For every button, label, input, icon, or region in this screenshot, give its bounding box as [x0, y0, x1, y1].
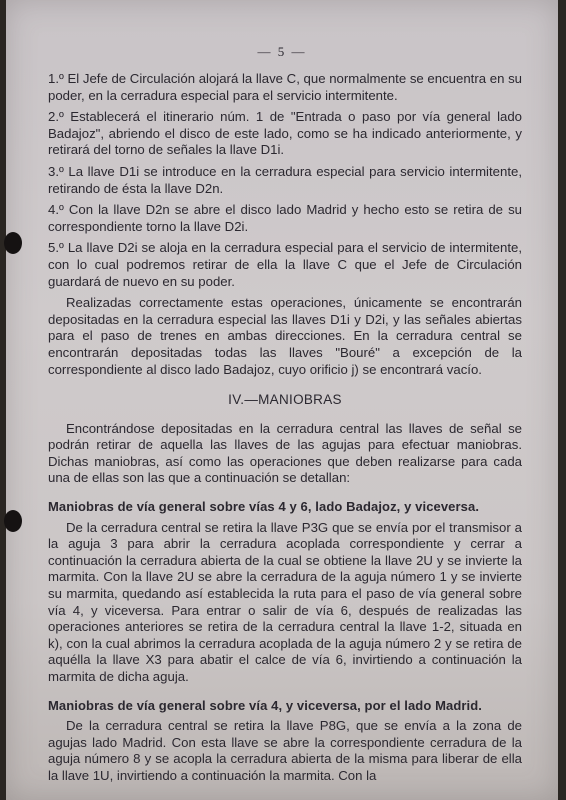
list-item: 2.º Establecerá el itinerario núm. 1 de "Entrada o paso por vía general lado Badajoz", abriendo el disco de este lado, como se ha indicado anteriormente, y retirará del torno de señales la llave D1i.	[48, 109, 522, 158]
section-heading: IV.—MANIOBRAS	[228, 392, 342, 408]
page-number: — 5 —	[257, 44, 307, 59]
document-body	[48, 71, 522, 790]
document-page	[6, 0, 558, 800]
body-paragraph: Encontrándose depositadas en la cerradura central las llaves de señal se podrán retirar de aquella las llaves de las agujas para efectuar maniobras. Dichas maniobras, así como las operaciones que deben realizarse para cada una de ellas son las que a continuación se detallan:	[48, 420, 522, 486]
punch-hole	[4, 232, 22, 254]
punch-hole	[4, 510, 22, 532]
list-item: 4.º Con la llave D2n se abre el disco lado Madrid y hecho esto se retira de su correspondiente torno la llave D2i.	[48, 202, 522, 234]
subsection-heading: Maniobras de vía general sobre vías 4 y 6, lado Badajoz, y viceversa.	[48, 499, 480, 515]
body-paragraph: Realizadas correctamente estas operaciones, únicamente se encontrarán depositadas en la cerradura especial las llaves D1i y D2i, y las señales abiertas para el paso de trenes en ambas direcciones. En la cerradura central se encontrarán depositadas todas las llaves "Bouré" a excepción de la correspondiente al disco lado Badajoz, cuyo orificio j) se encontrará vacío.	[48, 295, 522, 377]
list-item: 5.º La llave D2i se aloja en la cerradura especial para el servicio de intermitente, con lo cual podremos retirar de ella la llave C que el Jefe de Circulación guardará de nuevo en su poder.	[48, 240, 522, 289]
body-paragraph: De la cerradura central se retira la llave P3G que se envía por el transmisor a la aguja 3 para abrir la cerradura acoplada correspondiente y cerrar a continuación la cerradura abierta de la cual se obtiene la llave 2U y se invierte la marmita. Con la llave 2U se abre la cerradura de la aguja número 1 y se invierte su marmita, quedando así establecida la ruta para el paso de vía general sobre vía 4, y viceversa. Para entrar o salir de vía 6, después de realizadas las operaciones anteriores se retira de la cerradura central la llave 1-2, situada en k), con la cual abrimos la cerradura acoplada de la aguja número 2 y se retira de aquélla la llave X3 para abatir el calce de vía 6, invirtiendo a continuación la marmita de dicha aguja.	[48, 519, 522, 684]
subsection-heading: Maniobras de vía general sobre vía 4, y viceversa, por el lado Madrid.	[48, 697, 483, 713]
list-item: 1.º El Jefe de Circulación alojará la llave C, que normalmente se encuentra en su poder, en la cerradura especial para el servicio intermitente.	[48, 71, 522, 103]
list-item: 3.º La llave D1i se introduce en la cerradura especial para servicio intermitente, retirando de ésta la llave D2n.	[48, 163, 522, 196]
body-paragraph: De la cerradura central se retira la llave P8G, que se envía a la zona de agujas lado Madrid. Con esta llave se abre la correspondiente cerradura de la aguja número 8 y se acopla la cerradura abierta de la misma para liberar de ella la llave 1U, invirtiendo a continuación la marmita. Con la	[48, 718, 522, 783]
